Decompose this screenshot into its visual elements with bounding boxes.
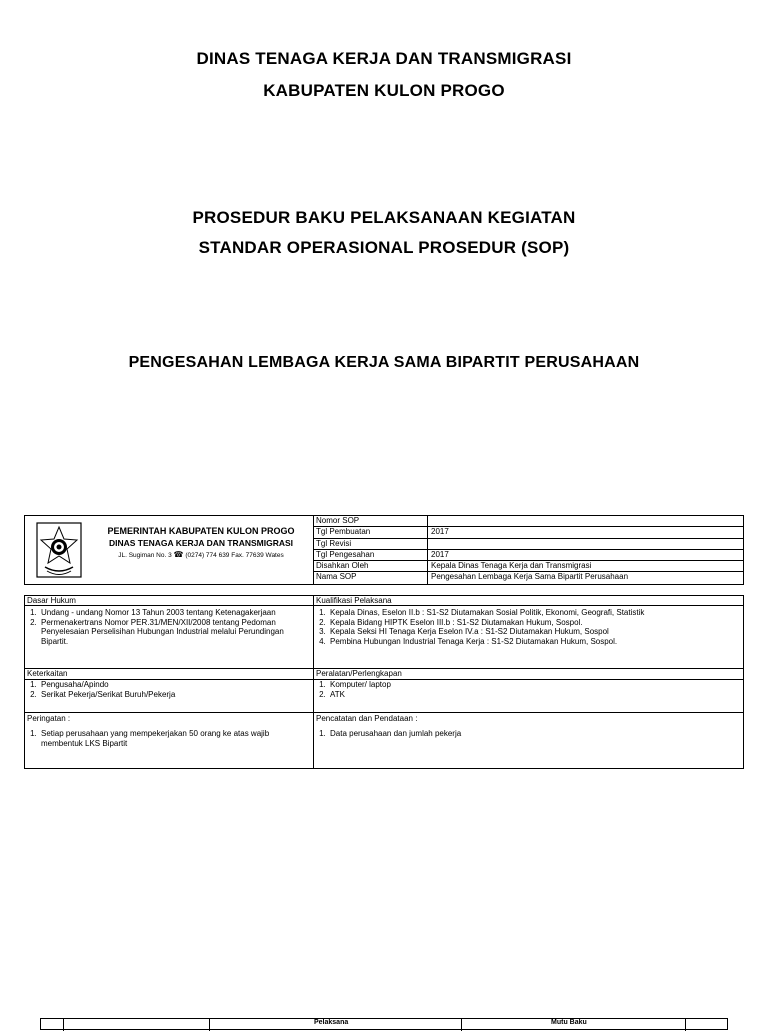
list-item: 2. ATK [328,690,742,700]
regency-seal-icon [35,521,83,579]
meta-value [428,539,743,549]
sop-info-grid [24,595,744,769]
column-divider [209,1019,210,1031]
keterkaitan-label: Keterkaitan [27,669,68,678]
contact-text: (0274) 774 639 Fax. 77639 Wates [185,552,284,559]
list-item: 4. Pembina Hubungan Industrial Tenaga Kerja : S1-S2 Diutamakan Hukum, Sospol. [328,637,742,647]
meta-row [314,572,743,583]
list-item: 1. Komputer/ laptop [328,680,742,690]
procedure-title: PROSEDUR BAKU PELAKSANAAN KEGIATAN [192,208,576,227]
sop-title: STANDAR OPERASIONAL PROSEDUR (SOP) [198,238,570,257]
meta-key: Tgl Pembuatan [314,527,428,537]
meta-row [314,561,743,572]
meta-row [314,527,743,538]
phone-icon: ☎ [173,550,184,559]
row-divider [25,712,743,713]
list-item: 1. Undang - undang Nomor 13 Tahun 2003 tentang Ketenagakerjaan [39,608,311,618]
dasar-hukum-label: Dasar Hukum [27,596,76,605]
meta-row [314,516,743,527]
org-address [91,550,311,559]
meta-value: Pengesahan Lembaga Kerja Sama Bipartit Perusahaan [431,572,629,582]
pencatatan-list [314,729,742,739]
list-item: 1. Setiap perusahaan yang mempekerjakan 50 orang ke atas wajib membentuk LKS Bipartit [39,729,311,748]
pelaksana-header: Pelaksana [314,1019,349,1026]
meta-key: Tgl Pengesahan [314,550,428,560]
meta-key: Nama SOP [314,572,428,583]
pencatatan-label: Pencatatan dan Pendataan : [316,714,418,723]
peringatan-list [25,729,311,748]
meta-value: 2017 [431,549,449,559]
sop-subject: PENGESAHAN LEMBAGA KERJA SAMA BIPARTIT PERUSAHAAN [128,354,640,371]
regency-title: KABUPATEN KULON PROGO [263,81,505,100]
meta-key: Tgl Revisi [314,539,428,549]
address-text: JL. Sugiman No. 3 [118,552,172,559]
keterkaitan-list [25,680,311,699]
flowchart-table-header [40,1018,728,1030]
meta-value [428,516,743,526]
meta-key: Nomor SOP [314,516,428,526]
kualifikasi-label: Kualifikasi Pelaksana [316,596,392,605]
column-divider [63,1019,64,1031]
mutu-baku-header: Mutu Baku [551,1019,587,1026]
meta-value: 2017 [431,527,449,537]
column-divider [461,1019,462,1031]
peralatan-label: Peralatan/Perlengkapan [316,669,402,678]
meta-row [314,550,743,561]
list-item: 2. Permenakertrans Nomor PER.31/MEN/XII/2008 tentang Pedoman Penyelesaian Perselisihan Hubungan Industrial melalui Perundingan Bipartit. [39,618,311,647]
column-divider [685,1019,686,1031]
list-item: 1. Pengusaha/Apindo [39,680,311,690]
identity-table [24,515,744,585]
meta-key: Disahkan Oleh [314,561,428,571]
agency-identity [25,516,314,584]
org-name-secondary: DINAS TENAGA KERJA DAN TRANSMIGRASI [108,538,294,548]
meta-row [314,539,743,550]
list-item: 2. Serikat Pekerja/Serikat Buruh/Pekerja [39,690,311,700]
meta-value: Kepala Dinas Tenaga Kerja dan Transmigrasi [431,561,592,571]
agency-title: DINAS TENAGA KERJA DAN TRANSMIGRASI [196,49,572,68]
org-name-primary: PEMERINTAH KABUPATEN KULON PROGO [107,526,295,536]
sop-meta [314,516,743,584]
peralatan-list [314,680,742,699]
list-item: 1. Kepala Dinas, Eselon II.b : S1-S2 Diutamakan Sosial Politik, Ekonomi, Geografi, Statistik [328,608,742,618]
kualifikasi-list [314,608,742,646]
peringatan-label: Peringatan : [27,714,71,723]
list-item: 3. Kepala Seksi HI Tenaga Kerja Eselon IV.a : S1-S2 Diutamakan Hukum, Sospol [328,627,742,637]
list-item: 2. Kepala Bidang HIPTK Eselon III.b : S1-S2 Diutamakan Hukum, Sospol. [328,618,742,628]
dasar-hukum-list [25,608,311,646]
list-item: 1. Data perusahaan dan jumlah pekerja [328,729,742,739]
